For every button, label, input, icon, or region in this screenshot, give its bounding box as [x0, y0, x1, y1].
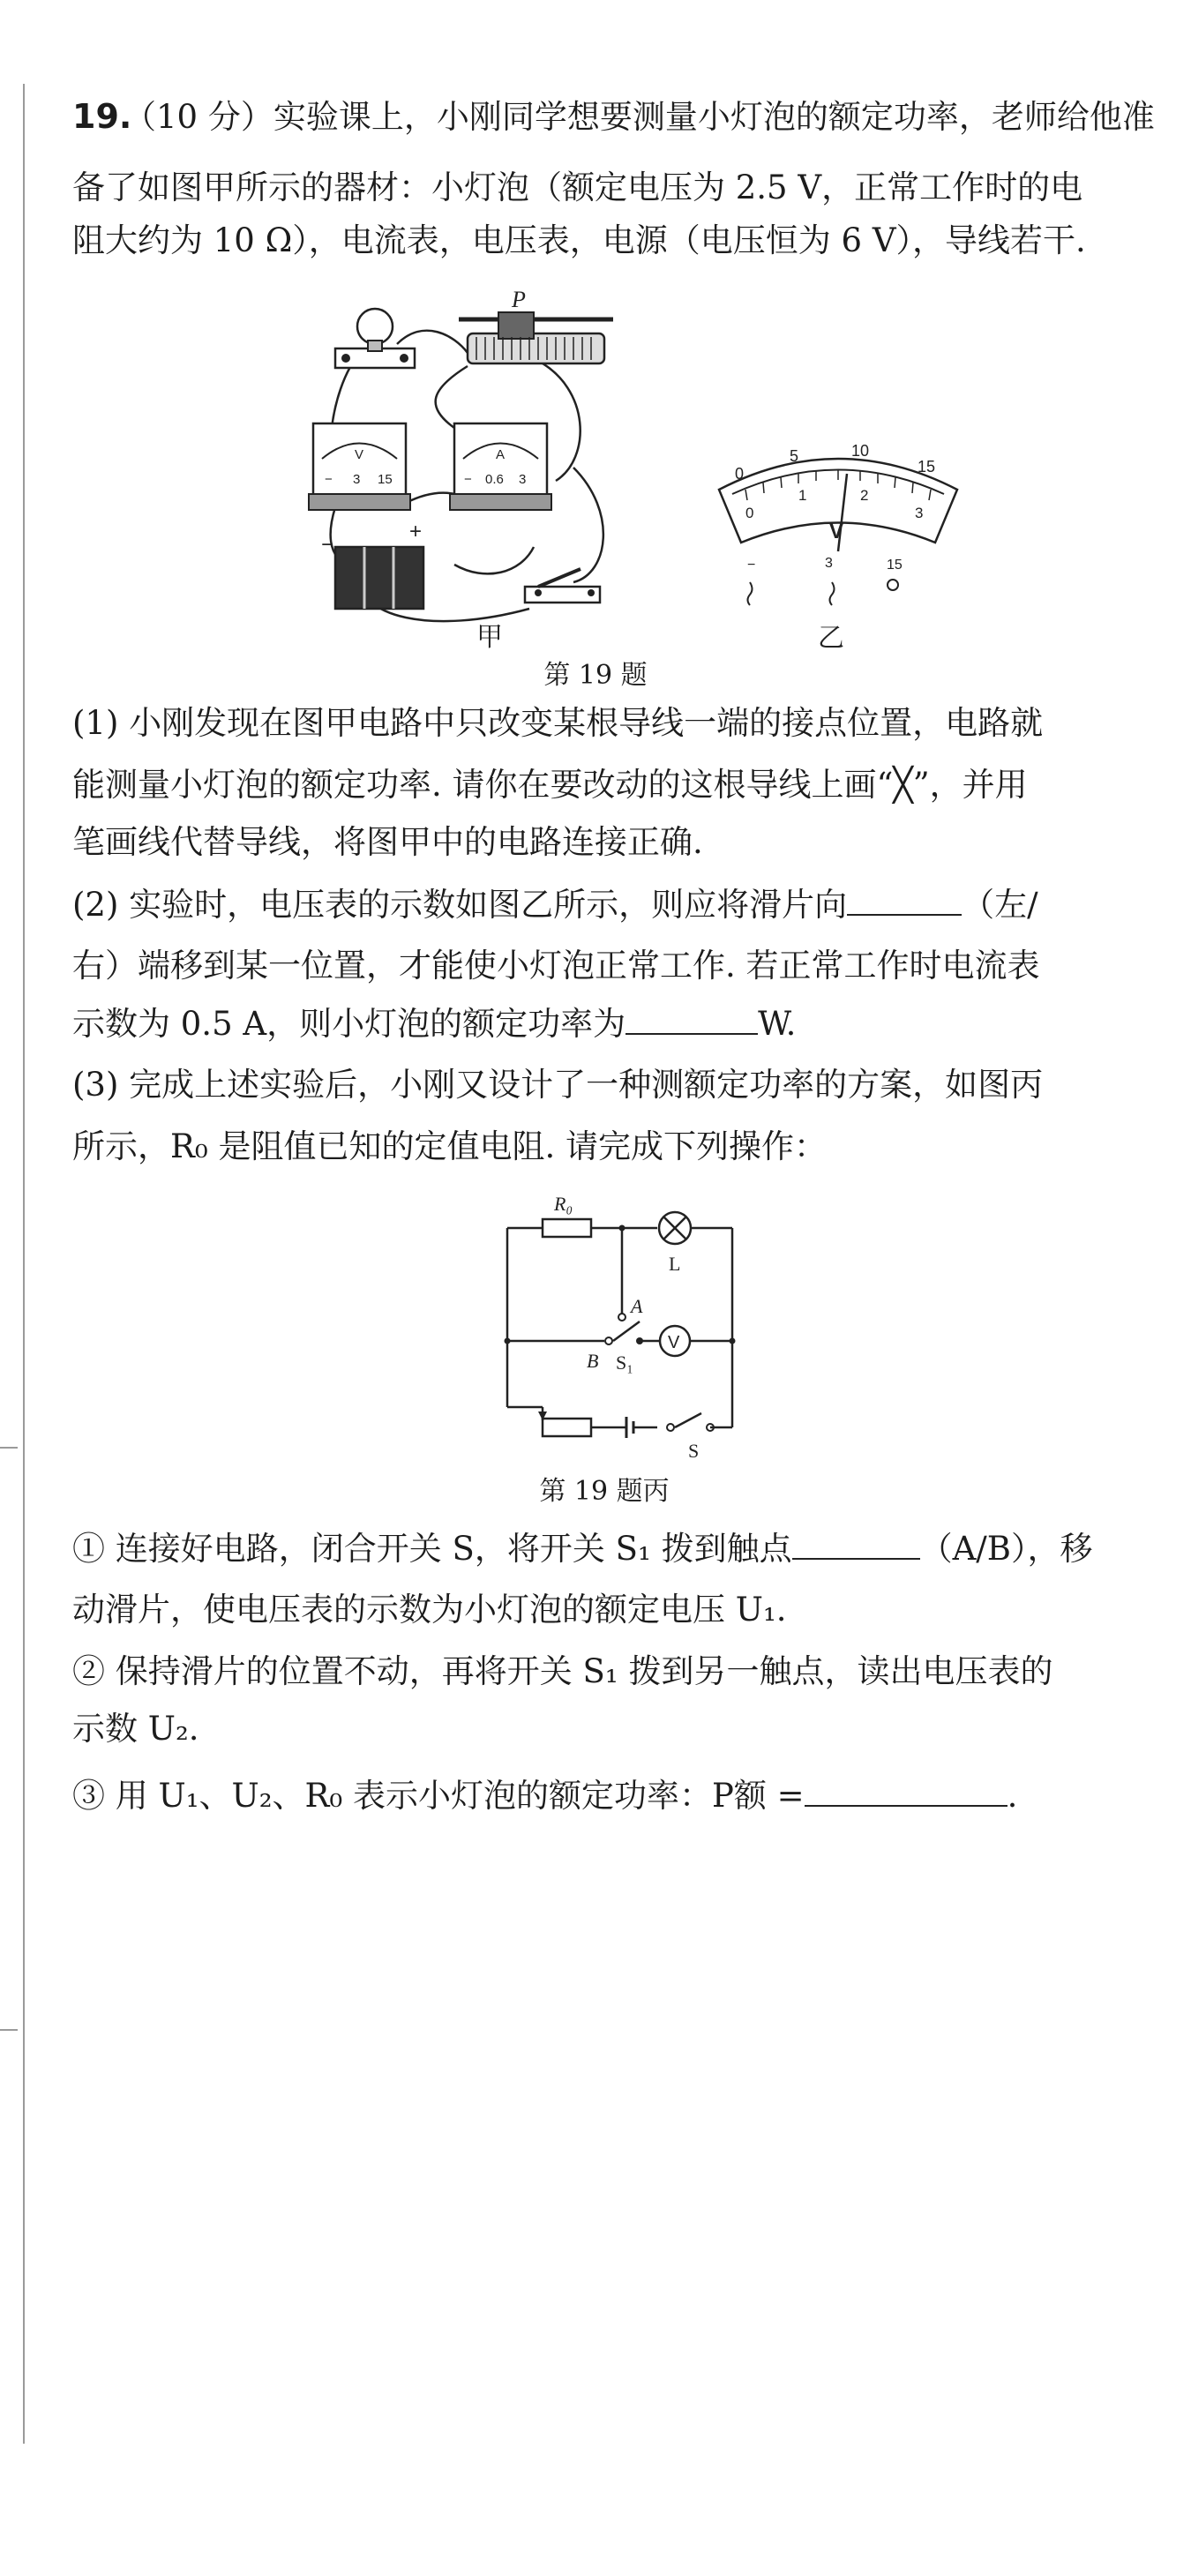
battery-minus: −	[321, 533, 334, 557]
meter-unit: V	[829, 520, 844, 543]
intro-line-3: 阻大约为 10 Ω），电流表，电压表，电源（电压恒为 6 V），导线若干.	[72, 221, 1086, 259]
r0-label: R₀	[554, 1193, 573, 1215]
voltmeter-symbol: V	[355, 447, 364, 462]
step3-line	[72, 1773, 1017, 1818]
voltmeter-symbol: V	[668, 1333, 680, 1352]
question-number: 19.	[72, 97, 132, 136]
step2-line-2: 示数 U₂.	[72, 1710, 199, 1748]
intro-line-1: （10 分）实验课上，小刚同学想要测量小灯泡的额定功率，老师给他准	[124, 98, 1155, 136]
voltmeter-terminal: 15	[378, 472, 393, 487]
step3-text: .	[1007, 1777, 1018, 1815]
part1-line-1: (1) 小刚发现在图甲电路中只改变某根导线一端的接点位置，电路就	[72, 704, 1044, 742]
voltmeter-terminal: −	[325, 472, 333, 487]
part2-line-3	[72, 1001, 796, 1046]
meter-terminal: 15	[887, 558, 903, 573]
figure-yi-meter	[710, 437, 966, 653]
point-b-label: B	[587, 1350, 599, 1372]
figure-bing-caption: 第 19 题丙	[539, 1476, 670, 1507]
part2-line-1	[72, 882, 1038, 927]
meter-terminal: −	[747, 558, 756, 573]
upper-scale-label: 15	[918, 458, 936, 476]
margin-tick	[0, 2029, 18, 2031]
part2-text: W.	[758, 1005, 797, 1043]
step1-line-2: 动滑片，使电压表的示数为小灯泡的额定电压 U₁.	[72, 1591, 787, 1629]
switch-label: S	[688, 1440, 700, 1462]
upper-scale-label: 0	[735, 465, 745, 483]
part1-line-2: 能测量小灯泡的额定功率. 请你在要改动的这根导线上画“╳”，并用	[72, 766, 1028, 804]
left-margin-line	[23, 84, 25, 2444]
battery-plus: +	[409, 520, 423, 543]
voltmeter-terminal: 3	[353, 472, 361, 487]
lower-scale-label: 0	[745, 505, 754, 521]
part2-line-2: 右）端移到某一位置，才能使小灯泡正常工作. 若正常工作时电流表	[72, 947, 1040, 985]
answer-blank-direction[interactable]	[847, 882, 962, 916]
margin-tick	[0, 1447, 18, 1449]
part2-text: (2) 实验时，电压表的示数如图乙所示，则应将滑片向	[72, 886, 848, 924]
slider-label: P	[512, 287, 526, 312]
step2-line-1: ② 保持滑片的位置不动，再将开关 S₁ 拨到另一触点，读出电压表的	[72, 1652, 1053, 1690]
upper-scale-label: 5	[790, 447, 799, 465]
figure-caption-main: 第 19 题	[543, 660, 648, 691]
figure-jia-caption: 甲	[476, 622, 503, 648]
step1-text: ① 连接好电路，闭合开关 S，将开关 S₁ 拨到触点	[72, 1530, 792, 1568]
part2-text: （左/	[962, 886, 1038, 924]
intro-line-2: 备了如图甲所示的器材：小灯泡（额定电压为 2.5 V，正常工作时的电	[72, 168, 1083, 206]
answer-blank-formula[interactable]	[805, 1773, 1007, 1807]
lower-scale-label: 3	[915, 505, 924, 521]
lower-scale-label: 1	[798, 487, 807, 504]
step1-text: （A/B），移	[919, 1530, 1093, 1568]
part1-line-3: 笔画线代替导线，将图甲中的电路连接正确.	[72, 823, 703, 861]
ammeter-symbol: A	[496, 447, 506, 462]
switch1-label: S₁	[616, 1352, 633, 1374]
answer-blank-contact[interactable]	[792, 1526, 920, 1560]
figure-jia-apparatus	[300, 282, 670, 648]
meter-terminal: 3	[825, 556, 833, 571]
step3-text: ③ 用 U₁、U₂、R₀ 表示小灯泡的额定功率：P额 =	[72, 1777, 805, 1815]
lower-scale-label: 2	[860, 487, 869, 504]
step1-line-1	[72, 1526, 1092, 1571]
part3-line-2: 所示，R₀ 是阻值已知的定值电阻. 请完成下列操作：	[72, 1127, 827, 1165]
part2-text: 示数为 0.5 A，则小灯泡的额定功率为	[72, 1005, 626, 1043]
figure-yi-caption: 乙	[818, 623, 844, 653]
lamp-label: L	[669, 1253, 681, 1275]
figure-bing-circuit	[494, 1182, 750, 1464]
ammeter-terminal: 0.6	[485, 472, 504, 487]
ammeter-terminal: −	[464, 472, 472, 487]
ammeter-terminal: 3	[519, 472, 527, 487]
point-a-label: A	[631, 1295, 643, 1317]
upper-scale-label: 10	[851, 442, 870, 460]
answer-blank-power[interactable]	[625, 1001, 758, 1035]
part3-line-1: (3) 完成上述实验后，小刚又设计了一种测额定功率的方案，如图丙	[72, 1066, 1044, 1104]
